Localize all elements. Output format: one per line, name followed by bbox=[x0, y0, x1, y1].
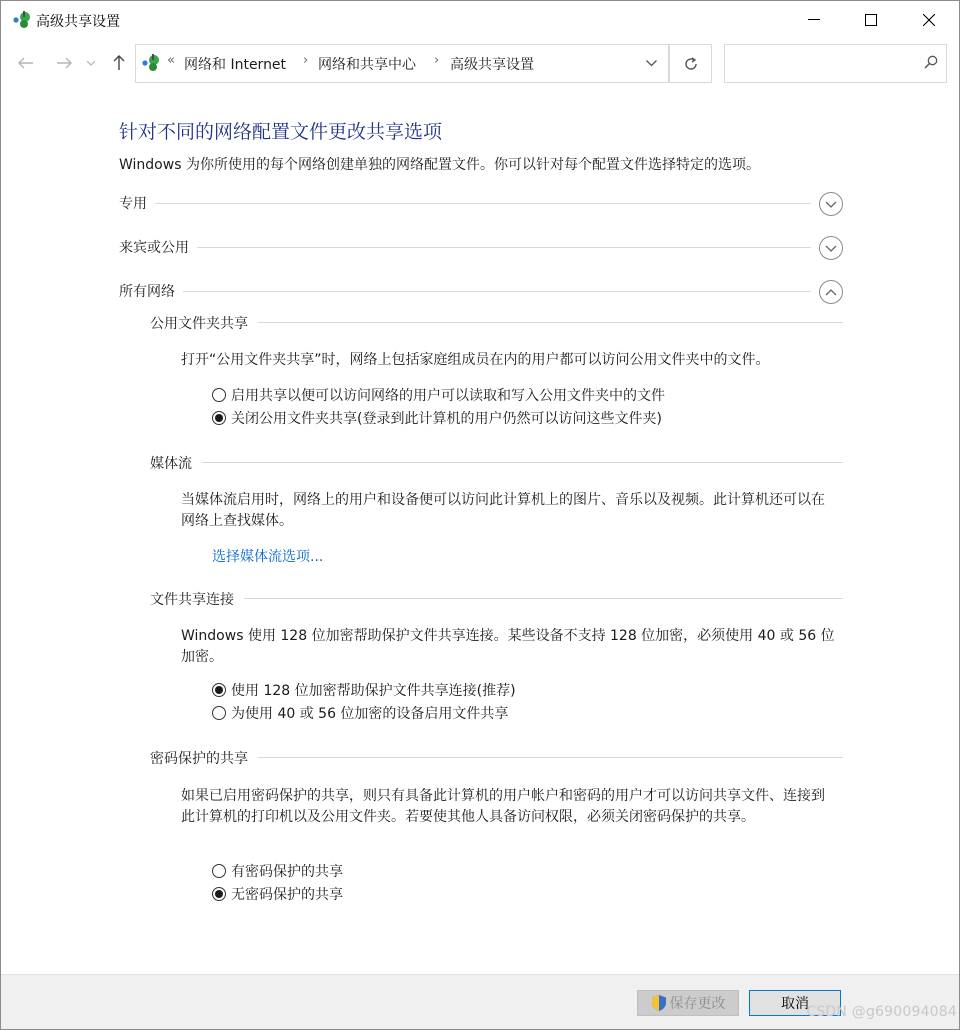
public-folder-title: 公用文件夹共享 bbox=[150, 313, 258, 333]
profile-private-header[interactable] bbox=[119, 193, 843, 219]
chevron-down-icon bbox=[646, 60, 657, 67]
radio-label[interactable]: 为使用 40 或 56 位加密的设备启用文件共享 bbox=[231, 706, 509, 722]
radio-public-folder-on[interactable] bbox=[212, 385, 665, 405]
uac-shield-icon bbox=[651, 994, 667, 1012]
network-location-icon bbox=[141, 54, 161, 72]
password-section-header bbox=[150, 748, 843, 768]
radio-public-folder-off[interactable] bbox=[212, 408, 662, 428]
page-heading: 针对不同的网络配置文件更改共享选项 bbox=[119, 121, 443, 143]
chevron-down-icon bbox=[825, 201, 837, 208]
expand-guest-public-button[interactable] bbox=[819, 236, 843, 260]
close-button[interactable] bbox=[900, 1, 958, 39]
profile-private-label: 专用 bbox=[119, 193, 155, 213]
overflow-chevron-icon[interactable]: « bbox=[167, 53, 175, 68]
breadcrumb-separator-icon[interactable]: › bbox=[434, 53, 440, 68]
refresh-button[interactable] bbox=[669, 44, 712, 83]
media-title: 媒体流 bbox=[150, 453, 202, 473]
radio-password-off[interactable] bbox=[212, 884, 343, 904]
page-description: Windows 为你所使用的每个网络创建单独的网络配置文件。你可以针对每个配置文件选择特定的选项。 bbox=[119, 157, 760, 173]
watermark-text: CSDN @g690094084 bbox=[806, 1004, 957, 1020]
address-dropdown-button[interactable] bbox=[634, 45, 668, 82]
breadcrumb-network-internet[interactable]: 网络和 Internet bbox=[184, 57, 287, 73]
public-folder-description: 打开“公用文件夹共享”时，网络上包括家庭组成员在内的用户都可以访问公用文件夹中的文件。 bbox=[181, 352, 770, 368]
save-changes-button[interactable] bbox=[637, 990, 739, 1016]
refresh-icon bbox=[683, 56, 699, 72]
dialog-footer bbox=[1, 974, 959, 1030]
chevron-down-icon bbox=[87, 61, 95, 66]
media-description: 当媒体流启用时，网络上的用户和设备便可以访问此计算机上的图片、音乐以及视频。此计算机还可以在网络上查找媒体。 bbox=[181, 492, 825, 529]
breadcrumb-advanced-sharing[interactable]: 高级共享设置 bbox=[450, 57, 534, 73]
profile-guest-public-label: 来宾或公用 bbox=[119, 237, 197, 257]
file-sharing-section-header bbox=[150, 589, 843, 609]
radio-button-checked[interactable] bbox=[212, 683, 226, 697]
forward-arrow-icon bbox=[56, 57, 72, 69]
profile-all-networks-label: 所有网络 bbox=[119, 281, 183, 301]
search-input[interactable] bbox=[731, 51, 915, 77]
public-folder-section-header bbox=[150, 313, 843, 333]
title-bar bbox=[1, 1, 959, 39]
radio-label[interactable]: 有密码保护的共享 bbox=[231, 864, 343, 880]
minimize-button[interactable] bbox=[785, 1, 843, 39]
collapse-all-networks-button[interactable] bbox=[819, 280, 843, 304]
network-app-icon bbox=[12, 11, 32, 29]
media-section-header bbox=[150, 453, 843, 473]
back-arrow-icon bbox=[18, 57, 34, 69]
media-streaming-options-link[interactable]: 选择媒体流选项... bbox=[212, 549, 324, 565]
chevron-up-icon bbox=[825, 289, 837, 296]
close-icon bbox=[923, 14, 935, 26]
radio-label[interactable]: 使用 128 位加密帮助保护文件共享连接(推荐) bbox=[231, 683, 516, 699]
radio-label[interactable]: 启用共享以便可以访问网络的用户可以读取和写入公用文件夹中的文件 bbox=[231, 388, 665, 404]
search-icon[interactable] bbox=[924, 55, 938, 69]
file-sharing-title: 文件共享连接 bbox=[150, 589, 244, 609]
up-button[interactable] bbox=[105, 49, 133, 77]
radio-button[interactable] bbox=[212, 706, 226, 720]
radio-label[interactable]: 关闭公用文件夹共享(登录到此计算机的用户仍然可以访问这些文件夹) bbox=[231, 411, 662, 427]
recent-locations-button[interactable] bbox=[81, 49, 101, 77]
maximize-icon bbox=[865, 14, 877, 26]
chevron-down-icon bbox=[825, 245, 837, 252]
up-arrow-icon bbox=[113, 55, 125, 71]
radio-password-on[interactable] bbox=[212, 861, 343, 881]
minimize-icon bbox=[808, 19, 820, 21]
profile-guest-public-header[interactable] bbox=[119, 237, 843, 263]
cancel-button[interactable]: 取消 bbox=[749, 990, 841, 1016]
save-changes-label[interactable]: 保存更改 bbox=[669, 996, 726, 1012]
back-button[interactable] bbox=[12, 49, 40, 77]
radio-40-56-bit[interactable] bbox=[212, 703, 508, 723]
radio-button[interactable] bbox=[212, 388, 226, 402]
forward-button[interactable] bbox=[50, 49, 78, 77]
search-box[interactable] bbox=[724, 44, 947, 83]
breadcrumb-network-sharing-center[interactable]: 网络和共享中心 bbox=[318, 57, 416, 73]
radio-button[interactable] bbox=[212, 864, 226, 878]
radio-label[interactable]: 无密码保护的共享 bbox=[231, 887, 343, 903]
address-bar[interactable] bbox=[135, 44, 669, 83]
radio-button-checked[interactable] bbox=[212, 411, 226, 425]
maximize-button[interactable] bbox=[842, 1, 900, 39]
file-sharing-description: Windows 使用 128 位加密帮助保护文件共享连接。某些设备不支持 128 位加密，必须使用 40 或 56 位加密。 bbox=[181, 628, 835, 665]
password-title: 密码保护的共享 bbox=[150, 748, 258, 768]
breadcrumb-separator-icon[interactable]: › bbox=[303, 53, 309, 68]
radio-button-checked[interactable] bbox=[212, 887, 226, 901]
window-title: 高级共享设置 bbox=[36, 14, 120, 30]
radio-128-bit[interactable] bbox=[212, 680, 516, 700]
profile-all-networks-header[interactable] bbox=[119, 281, 843, 307]
expand-private-button[interactable] bbox=[819, 192, 843, 216]
password-description: 如果已启用密码保护的共享，则只有具备此计算机的用户帐户和密码的用户才可以访问共享文件、连接到此计算机的打印机以及公用文件夹。若要使其他人具备访问权限，必须关闭密码保护的共享。 bbox=[181, 788, 825, 825]
